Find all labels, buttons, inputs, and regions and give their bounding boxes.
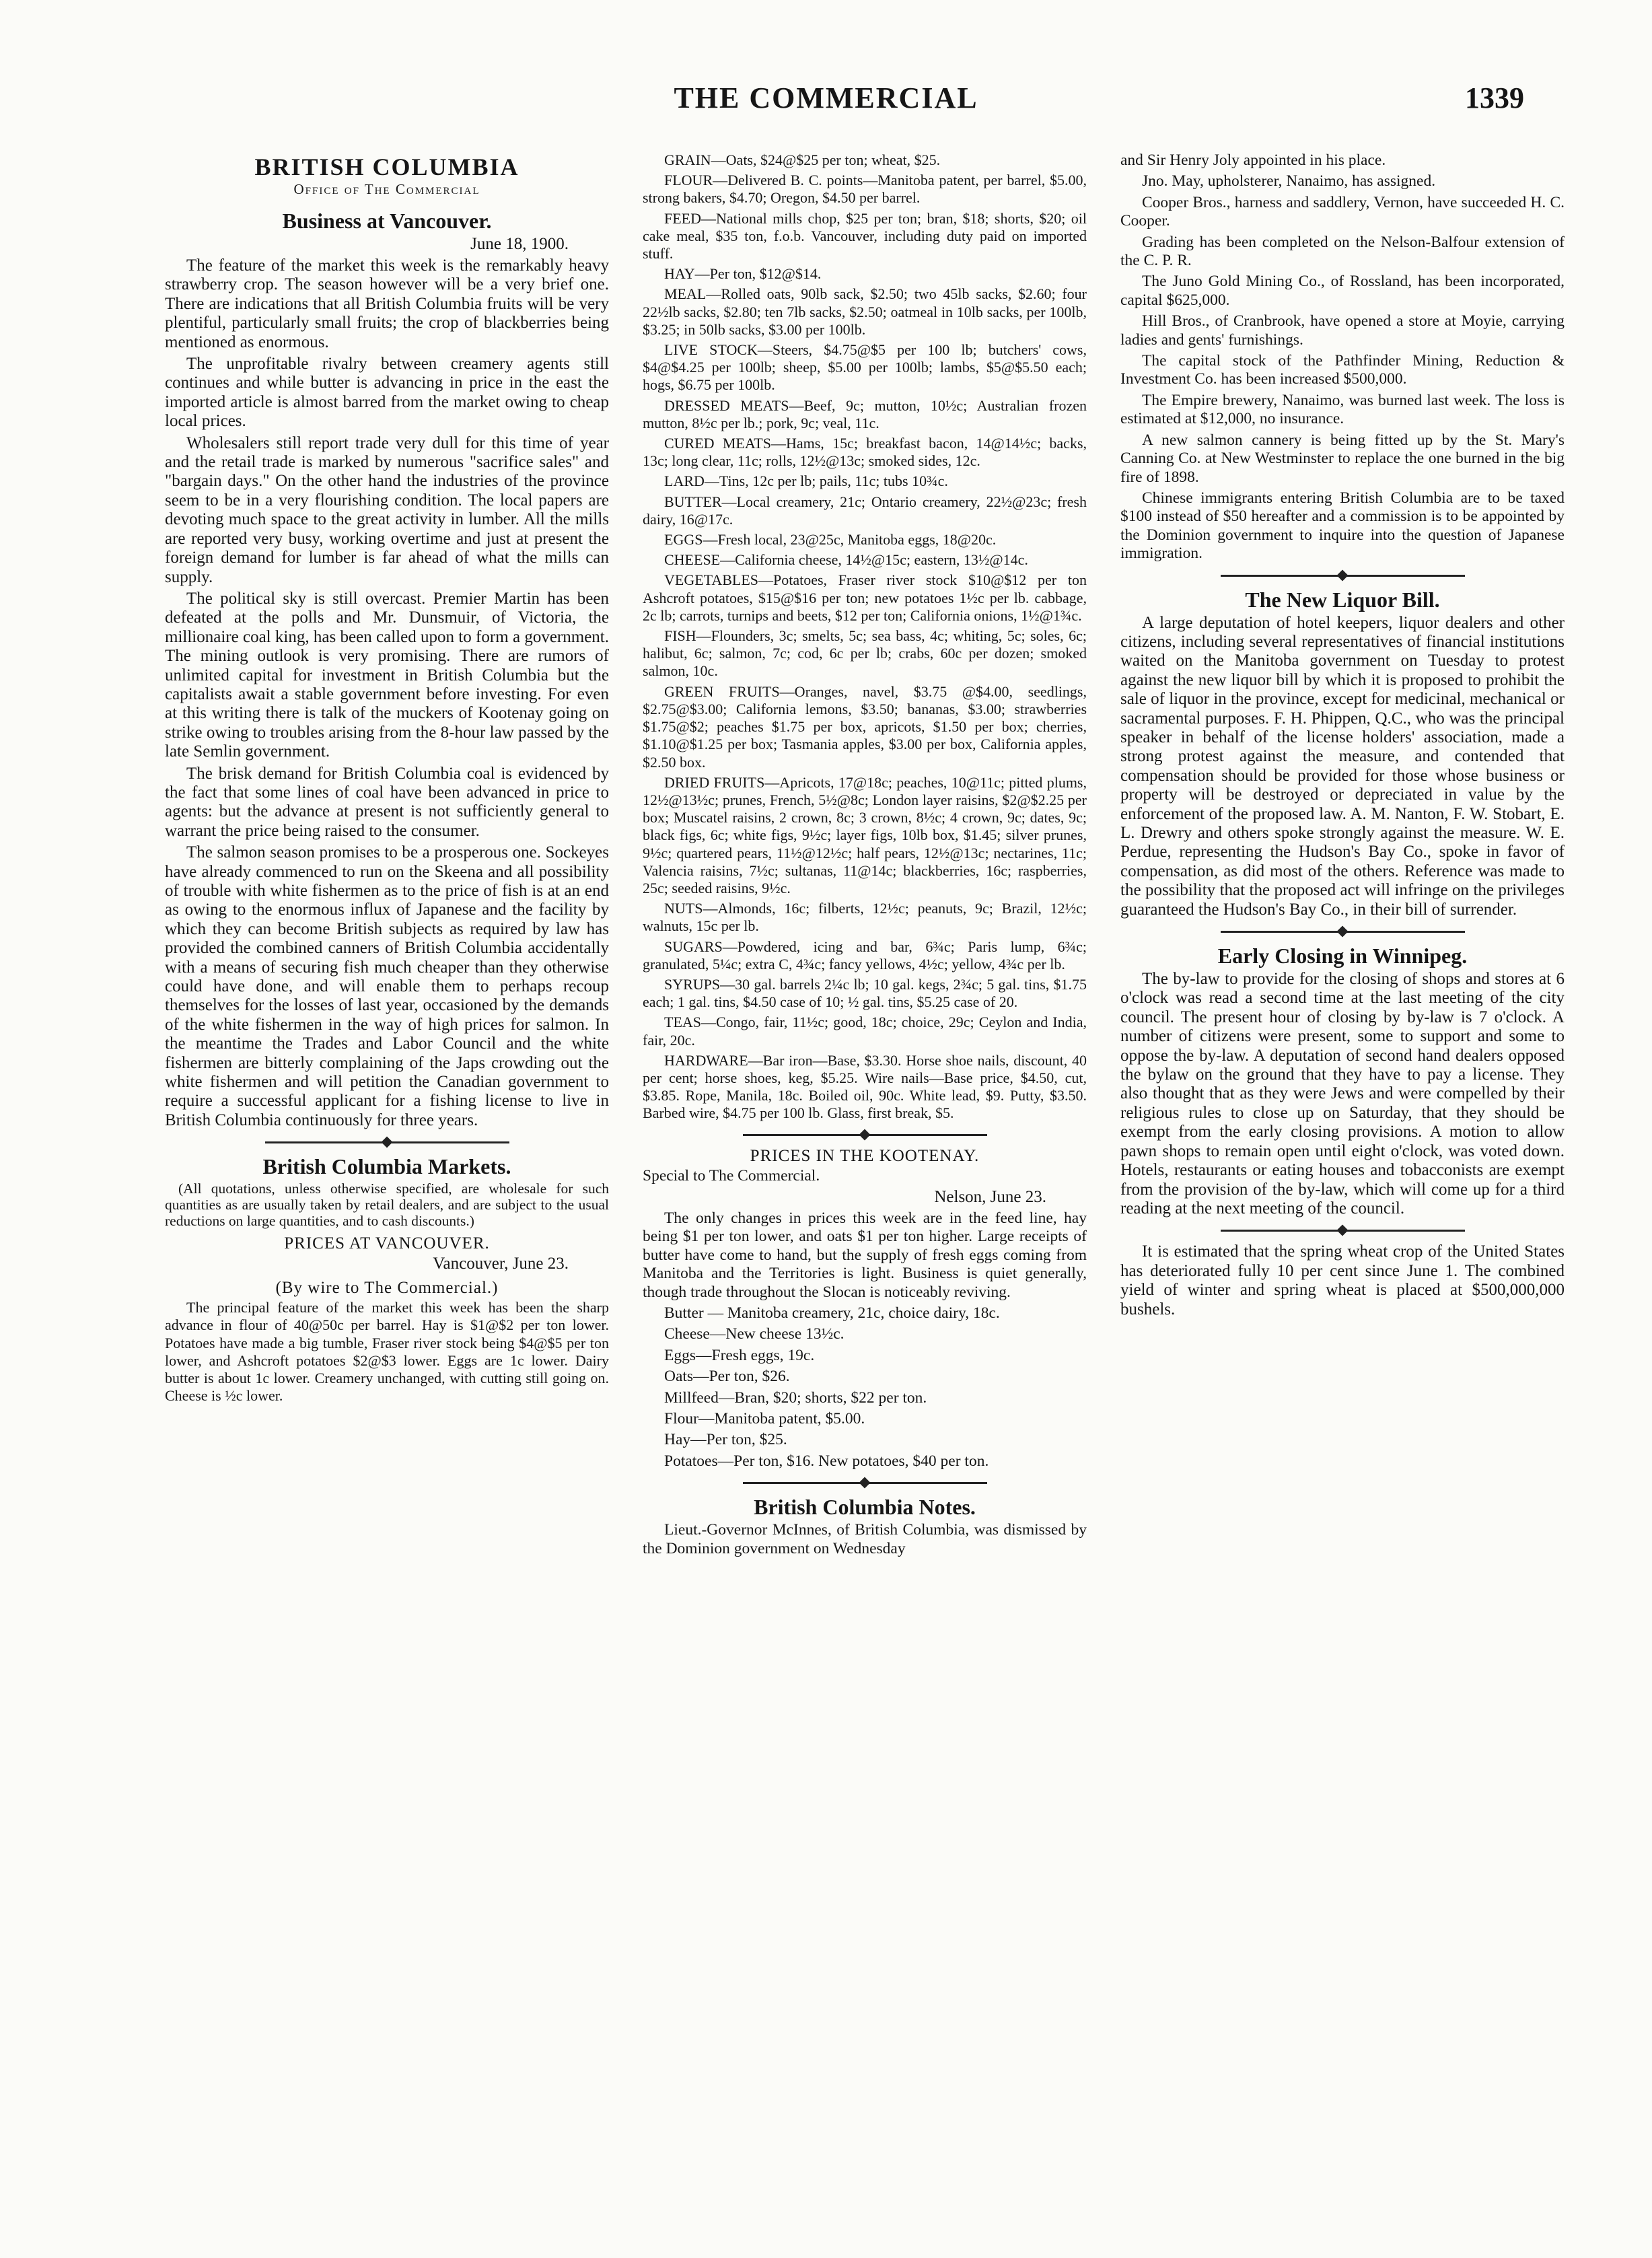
paragraph: It is estimated that the spring wheat crop of the United States has deteriorated fully 10 per cent since June 1. The combined yield of winter and spring wheat is placed at $500,000,000 bushels. <box>1120 1242 1565 1318</box>
paragraph: and Sir Henry Joly appointed in his place. <box>1120 151 1386 169</box>
running-title: THE COMMERCIAL <box>674 81 978 114</box>
news-item: Jno. May, upholsterer, Nanaimo, has assigned. <box>1142 172 1436 190</box>
market-quote: MEAL—Rolled oats, 90lb sack, $2.50; two 45lb sacks, $2.60; four 22½lb sacks, $2.80; ten 7lb sacks, $2.50; oatmeal in 10lb sacks, per 100lb, $3.25; in 50lb sacks, $3.00 per 100lb. <box>643 285 1087 338</box>
kootenay-quote: Potatoes—Per ton, $16. New potatoes, $40 per ton. <box>664 1452 989 1470</box>
section-divider <box>743 1129 987 1140</box>
paragraph: Wholesalers still report trade very dull for this time of year and the retail trade is marked by numerous "sacrifice sales" and "bargain days." On the other hand the industries of the province seem to be in a very flourishing condition. The local papers are devoting much space to the great activity in lumber. All the mills are reported very busy, working overtime and just at present the foreign demand for lumber is far ahead of what the mills can supply. <box>165 433 609 586</box>
paragraph: The principal feature of the market this week has been the sharp advance in flour of 40@50c per barrel. Hay is $1@$2 per ton lower. Potatoes have made a big tumble, Fraser river stock being $4@$5 per ton lower, and Ashcroft potatoes $2@$3 lower. Eggs are 1c lower. Dairy butter is about 1c lower. Creamery unchanged, with cutting still going on. Cheese is ½c lower. <box>165 1299 609 1405</box>
news-item: Hill Bros., of Cranbrook, have opened a store at Moyie, carrying ladies and gents' furnishings. <box>1120 312 1565 349</box>
market-quote: BUTTER—Local creamery, 21c; Ontario creamery, 22½@23c; fresh dairy, 16@17c. <box>643 493 1087 528</box>
news-item: Cooper Bros., harness and saddlery, Vernon, have succeeded H. C. Cooper. <box>1120 193 1565 230</box>
article-title-bc-notes: British Columbia Notes. <box>754 1495 976 1520</box>
office-subheading: Office of The Commercial <box>293 181 480 197</box>
paragraph: The unprofitable rivalry between creamery agents still continues and while butter is advancing in price in the east the imported article is almost barred from the market owing to cheap local prices. <box>165 355 609 431</box>
article-title-early-closing: Early Closing in Winnipeg. <box>1217 944 1468 968</box>
quotations-note: (All quotations, unless otherwise specified, are wholesale for such quantities as are usually taken by retail dealers, and are subject to the usual reductions on large quantities, and to cash discounts.) <box>165 1180 609 1230</box>
news-item: Grading has been completed on the Nelson-Balfour extension of the C. P. R. <box>1120 233 1565 270</box>
kootenay-quote: Eggs—Fresh eggs, 19c. <box>664 1346 815 1364</box>
market-quote: EGGS—Fresh local, 23@25c, Manitoba eggs, 18@20c. <box>664 531 997 549</box>
news-item: The Empire brewery, Nanaimo, was burned last week. The loss is estimated at $12,000, no insurance. <box>1120 391 1565 428</box>
kootenay-quote: Flour—Manitoba patent, $5.00. <box>664 1410 865 1428</box>
market-quote: GRAIN—Oats, $24@$25 per ton; wheat, $25. <box>664 151 941 168</box>
section-divider <box>1221 926 1465 937</box>
market-quote: FISH—Flounders, 3c; smelts, 5c; sea bass, 4c; whiting, 5c; soles, 6c; halibut, 6c; salmon, 7c; cod, 6c per lb; crabs, 60c per dozen; smoked salmon, 10c. <box>643 627 1087 680</box>
article-title-bc-markets: British Columbia Markets. <box>262 1154 511 1179</box>
subheading-prices-vancouver: PRICES AT VANCOUVER. <box>284 1234 490 1253</box>
section-divider <box>265 1137 509 1148</box>
paragraph: The political sky is still overcast. Premier Martin has been defeated at the polls and Mr. Dunsmuir, of Victoria, the millionaire coal king, has been called upon to form a government. The mining outlook is very promising. There are rumors of unlimited capital for investment in British Columbia but the capitalists await a stable government before investing. For even at this writing there is talk of the muckers of Kootenay going on strike owing to troubles arising from the 8-hour law passed by the late Semlin government. <box>165 589 609 761</box>
news-item: The capital stock of the Pathfinder Mining, Reduction & Investment Co. has been increased $500,000. <box>1120 352 1565 388</box>
market-quote: LIVE STOCK—Steers, $4.75@$5 per 100 lb; butchers' cows, $4@$4.25 per 100lb; sheep, $5.00 per 100lb; lambs, $5@$5.50 each; hogs, $6.75 per 100lb. <box>643 341 1087 394</box>
paragraph: The brisk demand for British Columbia coal is evidenced by the fact that some lines of coal have been advanced in price to agents: but the advance at present is not sufficiently general to warrant the price being raised to the consumer. <box>165 764 609 840</box>
market-quote: LARD—Tins, 12c per lb; pails, 11c; tubs 10¾c. <box>664 472 948 490</box>
section-divider <box>1221 570 1465 581</box>
section-divider <box>1221 1225 1465 1236</box>
market-quote: TEAS—Congo, fair, 11½c; good, 18c; choice, 29c; Ceylon and India, fair, 20c. <box>643 1014 1087 1049</box>
market-quote: FLOUR—Delivered B. C. points—Manitoba patent, per barrel, $5.00, strong bakers, $4.70; Oregon, $4.50 per barrel. <box>643 172 1087 207</box>
market-quote: HARDWARE—Bar iron—Base, $3.30. Horse shoe nails, discount, 40 per cent; horse shoes, keg, $5.25. Wire nails—Base price, $4.50, cut, $3.85. Rope, Manila, 18c. Boiled oil, 90c. White lead, $9. Putty, $3.50. Barbed wire, $4.75 per 100 lb. Glass, first break, $5. <box>643 1051 1087 1122</box>
news-item: A new salmon cannery is being fitted up by the St. Mary's Canning Co. at New Westminster to replace the one burned in the big fire of 1898. <box>1120 431 1565 486</box>
market-quote: GREEN FRUITS—Oranges, navel, $3.75 @$4.00, seedlings, $2.75@$3.00; California lemons, $3.50; bananas, $3.00; strawberries $1.75@$2; peaches $1.75 per box, apricots, $1.50 per box; cherries, $1.10@$1.25 per box; Tasmania apples, $3.00 per box, California apples, $2.50 box. <box>643 682 1087 771</box>
paragraph: Lieut.-Governor McInnes, of British Columbia, was dismissed by the Dominion government on Wednesday <box>643 1521 1087 1557</box>
wire-credit: (By wire to The Commercial.) <box>275 1279 499 1298</box>
market-quote: DRESSED MEATS—Beef, 9c; mutton, 10½c; Australian frozen mutton, 8½c per lb.; pork, 9c; veal, 11c. <box>643 396 1087 431</box>
subheading-prices-kootenay: PRICES IN THE KOOTENAY. <box>750 1146 980 1165</box>
market-quote: CURED MEATS—Hams, 15c; breakfast bacon, 14@14½c; backs, 13c; long clear, 11c; rolls, 12½@13c; smoked sides, 12c. <box>643 435 1087 470</box>
market-quote: VEGETABLES—Potatoes, Fraser river stock $10@$12 per ton Ashcroft potatoes, $15@$16 per ton; new potatoes 1½c per lb. cabbage, 2c lb; carrots, turnips and beets, $12 per ton; California onions, 1½@1¾c. <box>643 571 1087 624</box>
kootenay-quote: Cheese—New cheese 13½c. <box>664 1325 845 1343</box>
column-left <box>165 151 609 1408</box>
paragraph: The salmon season promises to be a prosperous one. Sockeyes have already commenced to run on the Skeena and all possibility of trouble with white fishermen as to the price of fish is at an end as owing to the enormous influx of Japanese and the facility by which they can become British subjects as required by law has provided the combined canners of British Columbia accidentally with a means of securing fish much cheaper than they otherwise could have done, and will enable them to perhaps recoup themselves for the losses of last year, occasioned by the demands of the white fishermen in the way of high prices for salmon. In the meantime the Trades and Labor Council and the white fishermen are bitterly complaining of the Japs crowding out the white fishermen and will petition the Canadian government to require a successful applicant for a fishing license to live in British Columbia continuously for three years. <box>165 843 609 1129</box>
market-quote: SYRUPS—30 gal. barrels 2¼c lb; 10 gal. kegs, 2¾c; 5 gal. tins, $1.75 each; 1 gal. tins, $4.50 case of 10; ½ gal. tins, $5.25 case of 20. <box>643 975 1087 1011</box>
market-quote: NUTS—Almonds, 16c; filberts, 12½c; peanuts, 9c; Brazil, 12½c; walnuts, 15c per lb. <box>643 900 1087 935</box>
article-title-liquor-bill: The New Liquor Bill. <box>1245 587 1440 612</box>
market-quote: FEED—National mills chop, $25 per ton; bran, $18; shorts, $20; oil cake meal, $35 ton, f.o.b. Vancouver, including duty paid on imported stuff. <box>643 209 1087 262</box>
special-credit: Special to The Commercial. <box>643 1166 820 1185</box>
column-middle <box>643 151 1087 1561</box>
page-number: 1339 <box>1465 81 1524 114</box>
market-quote: DRIED FRUITS—Apricots, 17@18c; peaches, 10@11c; pitted plums, 12½@13½c; prunes, French, 5½@8c; London layer raisins, $2@$2.25 per box; Muscatel raisins, 2 crown, 8c; 3 crown, 8½c; 4 crown, 9c; dates, 9c; black figs, 6c; white figs, 9½c; layer figs, 10lb box, $1.45; silver prunes, 9½c; quartered pears, 11½@12½c; half pears, 12½@13c; nectarines, 11c; Valencia raisins, 7½c; sultanas, 11@14c; blackberries, 16c; raspberries, 25c; seeded raisins, 9½c. <box>643 773 1087 896</box>
news-item: The Juno Gold Mining Co., of Rossland, has been incorporated, capital $625,000. <box>1120 273 1565 309</box>
dateline: Vancouver, June 23. <box>433 1255 569 1273</box>
market-quote: SUGARS—Powdered, icing and bar, 6¾c; Paris lump, 6¾c; granulated, 5¼c; extra C, 4¾c; fancy yellows, 4½c; yellow, 4¾c per lb. <box>643 938 1087 973</box>
news-item: Chinese immigrants entering British Columbia are to be taxed $100 instead of $50 hereafter and a commission is to be appointed by the Dominion government to inquire into the question of Japanese immigration. <box>1120 489 1565 563</box>
paragraph: The only changes in prices this week are in the feed line, hay being $1 per ton lower, and oats $1 per ton higher. Large receipts of butter have come to hand, but the supply of fresh eggs coming from Manitoba and the Territories is light. Business is quiet generally, though trade throughout the Slocan is noticeably reviving. <box>643 1209 1087 1301</box>
article-title-business-vancouver: Business at Vancouver. <box>282 209 492 233</box>
market-quote: CHEESE—California cheese, 14½@15c; eastern, 13½@14c. <box>664 551 1028 569</box>
section-divider <box>743 1477 987 1488</box>
dateline: June 18, 1900. <box>470 235 569 253</box>
column-right <box>1120 151 1565 1322</box>
kootenay-quote: Millfeed—Bran, $20; shorts, $22 per ton. <box>664 1388 927 1407</box>
section-heading-british-columbia: BRITISH COLUMBIA <box>254 153 519 180</box>
kootenay-quote: Hay—Per ton, $25. <box>664 1431 787 1449</box>
kootenay-quote: Oats—Per ton, $26. <box>664 1368 790 1386</box>
paragraph: The by-law to provide for the closing of shops and stores at 6 o'clock was read a second time at the last meeting of the city council. The present hour of closing by by-law is 7 o'clock. A number of citizens were present, some to support and some to oppose the by-law. A deputation of second hand dealers opposed the bylaw on the ground that they have to pay a license. They also thought that as they were Jews and were compelled by their religious rules to close up on Saturday, that they should be exempt from the early closing provisions. A motion to allow pawn shops to remain open until eight o'clock, was voted down. Hotels, restaurants or eating houses and tobacconists are exempt from the provision of the by-law, which will come up for a third reading at the next meeting of the council. <box>1120 970 1565 1218</box>
page-header <box>101 81 1551 128</box>
paragraph: A large deputation of hotel keepers, liquor dealers and other citizens, including several representatives of financial institutions waited on the Manitoba government on Tuesday to protest against the new liquor bill by which it is proposed to prohibit the sale of liquor in the province, except for medicinal, mechanical or sacramental purposes. F. H. Phippen, Q.C., who was the principal speaker in behalf of the license holders' association, made a strong protest against the measure, and contended that compensation should be provided for those whose business or property will be destroyed or depreciated in value by the enforcement of the proposed law. A. M. Nanton, F. W. Stobart, E. L. Drewry and others spoke strongly against the measure. W. E. Perdue, representing the Hudson's Bay Co., spoke in favor of compensation, as did most of the others. Reference was made to the possibility that the proposed act will infringe on the privileges guaranteed the Hudson's Bay Co., in their bill of surrender. <box>1120 613 1565 919</box>
dateline: Nelson, June 23. <box>934 1187 1046 1206</box>
kootenay-quote: Butter — Manitoba creamery, 21c, choice dairy, 18c. <box>664 1304 1000 1322</box>
paragraph: The feature of the market this week is the remarkably heavy strawberry crop. The season however will be a very brief one. There are indications that all British Columbia fruits will be very plentiful, particularly small fruits; the crop of blackberries being mentioned as enormous. <box>165 256 609 351</box>
market-quote: HAY—Per ton, $12@$14. <box>664 265 822 283</box>
